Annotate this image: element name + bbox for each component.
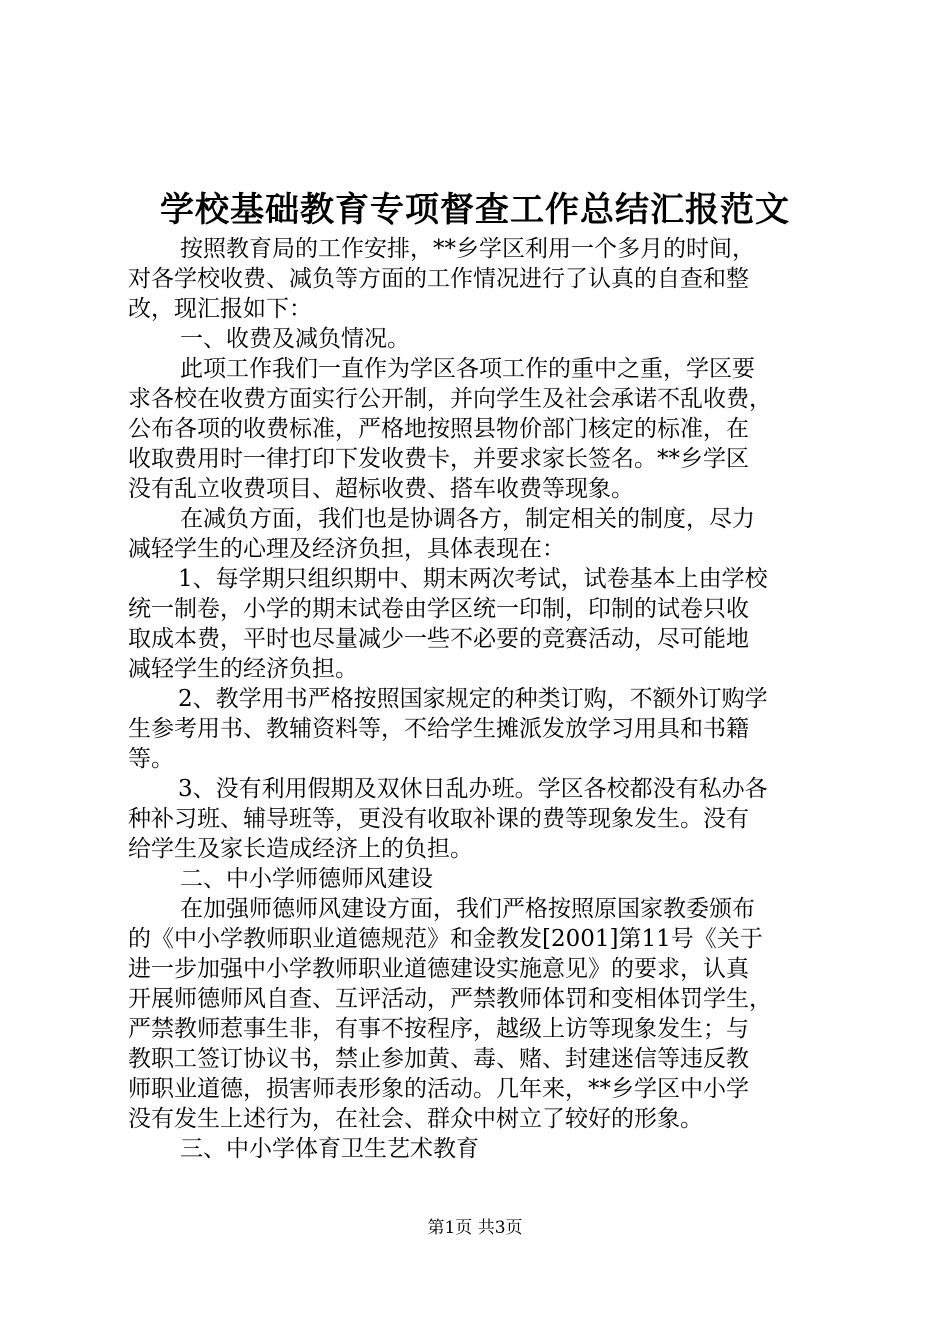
paragraph-line: 按照教育局的工作安排，**乡学区利用一个多月的时间， <box>180 236 755 262</box>
paragraph-line: 的《中小学教师职业道德规范》和金教发[2001]第11号《关于 <box>128 926 763 952</box>
list-item-line: 2、教学用书严格按照国家规定的种类订购，不额外订购学 <box>178 686 768 712</box>
paragraph-line: 进一步加强中小学教师职业道德建设实施意见》的要求，认真 <box>128 956 749 982</box>
section-heading: 三、中小学体育卫生艺术教育 <box>180 1136 479 1162</box>
paragraph-line: 公布各项的收费标准，严格地按照县物价部门核定的标准，在 <box>128 416 749 442</box>
paragraph-line: 在减负方面，我们也是协调各方，制定相关的制度，尽力 <box>180 506 755 532</box>
list-item-line: 种补习班、辅导班等，更没有收取补课的费等现象发生。没有 <box>128 806 749 832</box>
list-item-line: 统一制卷，小学的期末试卷由学区统一印制，印制的试卷只收 <box>128 596 749 622</box>
document-body <box>128 234 838 1164</box>
paragraph-line: 减轻学生的心理及经济负担，具体表现在： <box>128 536 565 562</box>
paragraph-line: 此项工作我们一直作为学区各项工作的重中之重，学区要 <box>180 356 755 382</box>
page-footer: 第1页 共3页 <box>427 1218 523 1238</box>
list-item-line: 取成本费，平时也尽量减少一些不必要的竞赛活动，尽可能地 <box>128 626 749 652</box>
document-title: 学校基础教育专项督查工作总结汇报范文 <box>160 190 790 230</box>
paragraph-line: 没有发生上述行为，在社会、群众中树立了较好的形象。 <box>128 1106 703 1132</box>
paragraph-line: 收取费用时一律打印下发收费卡，并要求家长签名。**乡学区 <box>128 446 749 472</box>
list-item-line: 3、没有利用假期及双休日乱办班。学区各校都没有私办各 <box>178 776 768 802</box>
paragraph-line: 严禁教师惹事生非，有事不按程序，越级上访等现象发生；与 <box>128 1016 749 1042</box>
list-item-line: 生参考用书、教辅资料等，不给学生摊派发放学习用具和书籍 <box>128 716 749 742</box>
list-item-line: 等。 <box>128 746 174 772</box>
section-heading: 一、收费及减负情况。 <box>180 326 410 352</box>
paragraph-line: 改，现汇报如下： <box>128 296 312 322</box>
paragraph-line: 对各学校收费、减负等方面的工作情况进行了认真的自查和整 <box>128 266 749 292</box>
paragraph-line: 没有乱立收费项目、超标收费、搭车收费等现象。 <box>128 476 634 502</box>
list-item-line: 1、每学期只组织期中、期末两次考试，试卷基本上由学校 <box>178 566 768 592</box>
paragraph-line: 在加强师德师风建设方面，我们严格按照原国家教委颁布 <box>180 896 755 922</box>
paragraph-line: 开展师德师风自查、互评活动，严禁教师体罚和变相体罚学生， <box>128 986 772 1012</box>
paragraph-line: 教职工签订协议书，禁止参加黄、毒、赌、封建迷信等违反教 <box>128 1046 749 1072</box>
list-item-line: 给学生及家长造成经济上的负担。 <box>128 836 473 862</box>
section-heading: 二、中小学师德师风建设 <box>180 866 433 892</box>
list-item-line: 减轻学生的经济负担。 <box>128 656 358 682</box>
paragraph-line: 师职业道德，损害师表形象的活动。几年来，**乡学区中小学 <box>128 1076 749 1102</box>
paragraph-line: 求各校在收费方面实行公开制，并向学生及社会承诺不乱收费， <box>128 386 772 412</box>
